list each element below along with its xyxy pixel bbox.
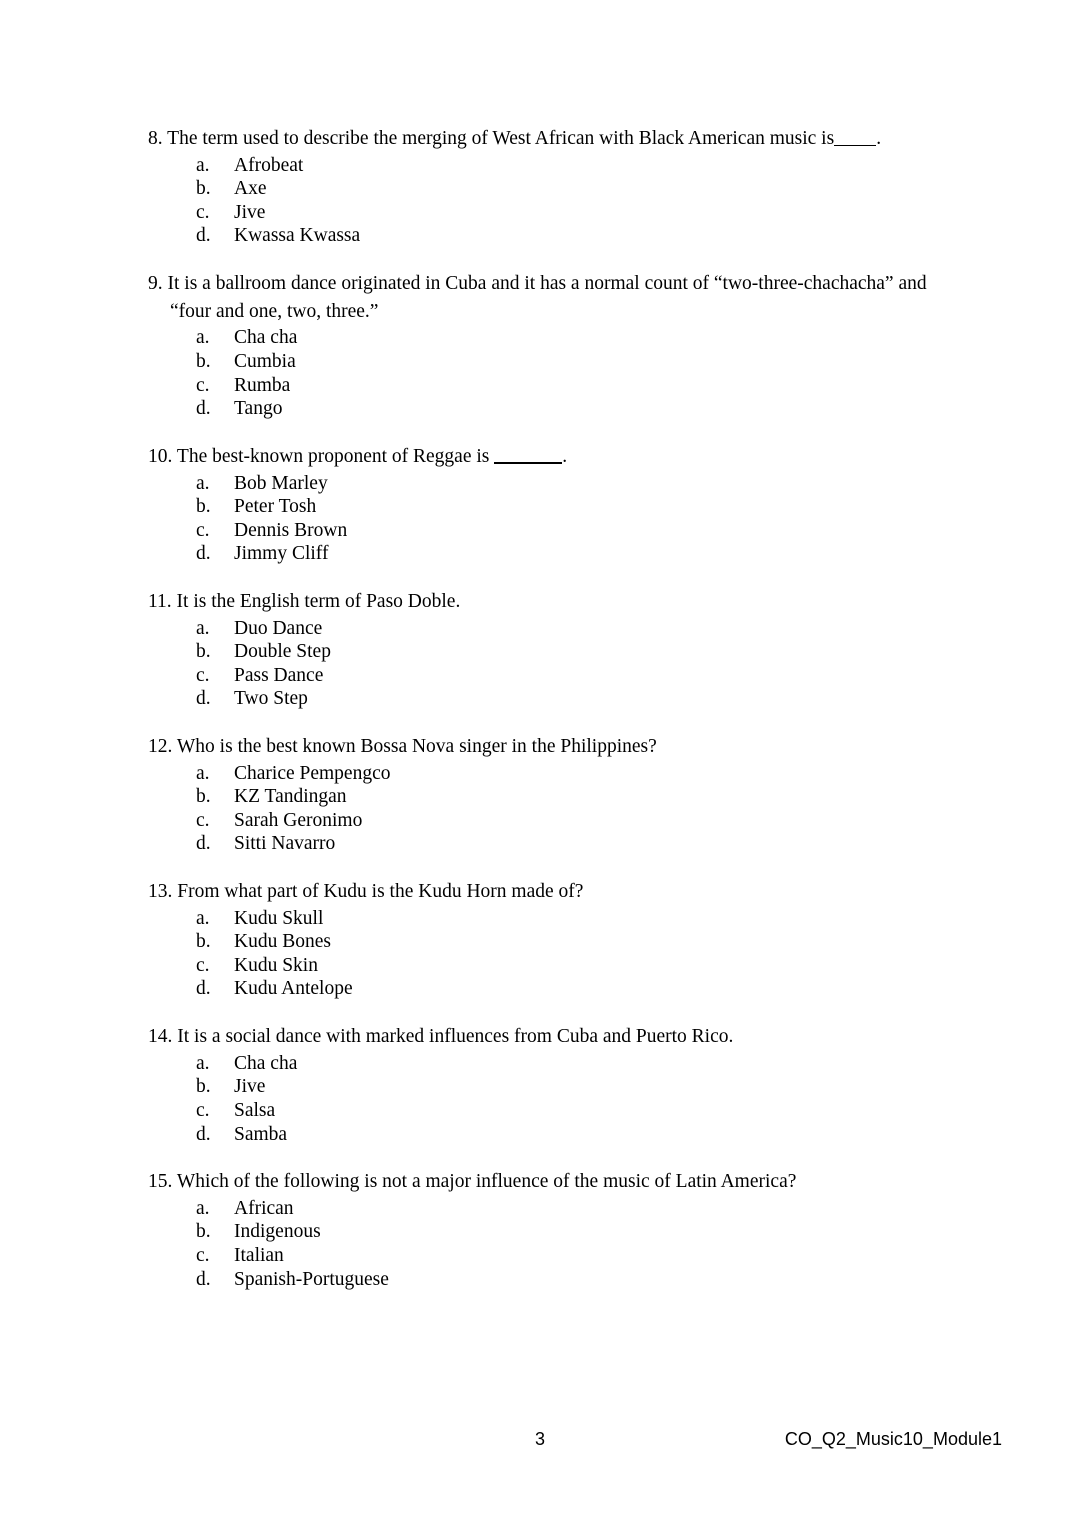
- choice-letter: b.: [196, 641, 211, 663]
- choice-text: Cha cha: [234, 327, 298, 349]
- choice-letter: a.: [196, 907, 210, 929]
- choice-text: Sarah Geronimo: [234, 809, 363, 831]
- choice-item[interactable]: [196, 832, 960, 856]
- choice-text: Pass Dance: [234, 664, 324, 686]
- question-number: 13.: [148, 881, 173, 902]
- choice-item[interactable]: [196, 954, 960, 978]
- question-block: [148, 588, 960, 711]
- module-code: CO_Q2_Music10_Module1: [784, 1429, 1002, 1449]
- choice-letter: d.: [196, 978, 211, 1000]
- choice-text: Jive: [234, 1076, 266, 1098]
- choice-text: Afrobeat: [234, 154, 304, 176]
- choice-text: Sitti Navarro: [234, 833, 336, 855]
- choice-item[interactable]: [196, 472, 960, 496]
- choice-letter: d.: [196, 225, 211, 247]
- question-stem: [148, 1023, 960, 1051]
- choice-item[interactable]: [196, 687, 960, 711]
- choice-item[interactable]: [196, 374, 960, 398]
- question-text: From what part of Kudu is the Kudu Horn made of?: [177, 881, 584, 902]
- choice-text: Spanish-Portuguese: [234, 1268, 389, 1290]
- question-number: 11.: [148, 590, 172, 612]
- question-stem: [148, 443, 960, 471]
- choice-item[interactable]: [196, 1220, 960, 1244]
- choice-item[interactable]: [196, 809, 960, 833]
- choice-letter: a.: [196, 617, 210, 639]
- choice-list: [148, 472, 960, 566]
- choice-item[interactable]: [196, 977, 960, 1001]
- choice-text: KZ Tandingan: [234, 786, 347, 808]
- question-text: It is a social dance with marked influences from Cuba and Puerto Rico.: [177, 1026, 734, 1048]
- question-text: The term used to describe the merging of West African with Black American music is: [167, 128, 835, 149]
- question-text-after: .: [562, 445, 568, 467]
- question-number: 12.: [148, 735, 173, 757]
- choice-text: Dennis Brown: [234, 519, 348, 541]
- choice-letter: a.: [196, 154, 210, 176]
- choice-item[interactable]: [196, 664, 960, 688]
- choice-text: Double Step: [234, 641, 331, 663]
- choice-item[interactable]: [196, 930, 960, 954]
- choice-item[interactable]: [196, 177, 960, 201]
- choice-item[interactable]: [196, 1123, 960, 1147]
- choice-item[interactable]: [196, 1244, 960, 1268]
- choice-item[interactable]: [196, 154, 960, 178]
- choice-item[interactable]: [196, 617, 960, 641]
- question-block: [148, 270, 960, 421]
- question-stem: [148, 125, 960, 153]
- choice-letter: a.: [196, 1197, 210, 1219]
- choice-letter: d.: [196, 833, 211, 855]
- choice-item[interactable]: [196, 224, 960, 248]
- choice-item[interactable]: [196, 762, 960, 786]
- choice-list: [148, 762, 960, 856]
- question-block: [148, 1168, 960, 1291]
- question-block: [148, 443, 960, 566]
- choice-item[interactable]: [196, 326, 960, 350]
- choice-letter: b.: [196, 1076, 211, 1098]
- choice-text: Kudu Antelope: [234, 978, 353, 1000]
- question-stem: [148, 588, 960, 616]
- answer-blank: [834, 145, 876, 146]
- question-stem: [148, 733, 960, 761]
- choice-item[interactable]: [196, 1099, 960, 1123]
- choice-letter: a.: [196, 762, 210, 784]
- question-text: The best-known proponent of Reggae is: [176, 445, 490, 467]
- choice-list: [148, 1197, 960, 1291]
- choice-text: Italian: [234, 1245, 284, 1266]
- choice-text: Bob Marley: [234, 472, 328, 494]
- choice-item[interactable]: [196, 1075, 960, 1099]
- choice-letter: b.: [196, 351, 211, 373]
- choice-text: Peter Tosh: [234, 496, 317, 518]
- choice-text: Duo Dance: [234, 617, 323, 639]
- choice-text: Axe: [234, 178, 267, 200]
- choice-text: African: [234, 1197, 294, 1219]
- choice-letter: a.: [196, 472, 210, 494]
- choice-text: Indigenous: [234, 1221, 321, 1243]
- question-block: [148, 1023, 960, 1146]
- question-block: [148, 125, 960, 248]
- choice-item[interactable]: [196, 1197, 960, 1221]
- choice-text: Kudu Skin: [234, 954, 318, 976]
- choice-text: Cha cha: [234, 1052, 298, 1074]
- question-text: Which of the following is not a major influence of the music of Latin America?: [176, 1171, 797, 1193]
- choice-letter: b.: [196, 931, 211, 953]
- question-number: 9.: [148, 273, 163, 295]
- choice-text: Salsa: [234, 1099, 276, 1121]
- page-number: 3: [534, 1429, 545, 1449]
- question-stem: [148, 270, 960, 325]
- question-text-after: .: [876, 128, 882, 149]
- choice-text: Tango: [234, 398, 283, 420]
- choice-letter: c.: [196, 201, 210, 223]
- choice-item[interactable]: [196, 495, 960, 519]
- choice-text: Jimmy Cliff: [234, 543, 329, 565]
- choice-text: Kwassa Kwassa: [234, 225, 361, 247]
- question-number: 15.: [148, 1171, 173, 1193]
- choice-letter: a.: [196, 327, 210, 349]
- question-stem: [148, 878, 960, 906]
- choice-item[interactable]: [196, 350, 960, 374]
- choice-list: [148, 154, 960, 248]
- choice-list: [148, 326, 960, 420]
- choice-item[interactable]: [196, 397, 960, 421]
- choice-letter: b.: [196, 496, 211, 518]
- choice-text: Kudu Skull: [234, 907, 324, 929]
- choice-letter: b.: [196, 1221, 211, 1243]
- choice-letter: c.: [196, 519, 210, 541]
- choice-letter: c.: [196, 664, 210, 686]
- choice-item[interactable]: [196, 542, 960, 566]
- choice-item[interactable]: [196, 1052, 960, 1076]
- choice-letter: b.: [196, 178, 211, 200]
- choice-letter: a.: [196, 1052, 210, 1074]
- choice-letter: d.: [196, 543, 211, 565]
- choice-text: Two Step: [234, 688, 308, 710]
- question-block: [148, 878, 960, 1001]
- page-footer: [0, 1429, 1080, 1453]
- choice-text: Samba: [234, 1123, 288, 1145]
- question-number: 10.: [148, 445, 173, 467]
- choice-letter: d.: [196, 398, 211, 420]
- choice-item[interactable]: [196, 519, 960, 543]
- question-number: 8.: [148, 128, 163, 149]
- choice-text: Cumbia: [234, 351, 296, 373]
- choice-item[interactable]: [196, 785, 960, 809]
- choice-item[interactable]: [196, 1268, 960, 1292]
- question-text: It is the English term of Paso Doble.: [176, 590, 461, 612]
- question-text: It is a ballroom dance originated in Cuba and it has a normal count of “two-three-chachacha” and “four and one, two, three.”: [167, 273, 927, 322]
- choice-list: [148, 907, 960, 1001]
- choice-letter: c.: [196, 374, 210, 396]
- question-stem: [148, 1168, 960, 1196]
- choice-letter: c.: [196, 809, 210, 831]
- choice-text: Jive: [234, 201, 266, 223]
- choice-letter: c.: [196, 1099, 210, 1121]
- choice-list: [148, 1052, 960, 1146]
- choice-text: Rumba: [234, 374, 291, 396]
- choice-letter: d.: [196, 1123, 211, 1145]
- question-block: [148, 733, 960, 856]
- choice-text: Kudu Bones: [234, 931, 331, 953]
- choice-letter: c.: [196, 954, 210, 976]
- choice-letter: b.: [196, 786, 211, 808]
- choice-item[interactable]: [196, 640, 960, 664]
- choice-item[interactable]: [196, 907, 960, 931]
- question-number: 14.: [148, 1026, 173, 1048]
- choice-text: Charice Pempengco: [234, 762, 391, 784]
- choice-letter: d.: [196, 688, 211, 710]
- choice-letter: c.: [196, 1245, 210, 1266]
- choice-item[interactable]: [196, 201, 960, 225]
- choice-letter: d.: [196, 1268, 211, 1290]
- answer-blank: [494, 462, 562, 464]
- questions-container: [148, 125, 960, 1313]
- question-text: Who is the best known Bossa Nova singer in the Philippines?: [176, 735, 657, 757]
- choice-list: [148, 617, 960, 711]
